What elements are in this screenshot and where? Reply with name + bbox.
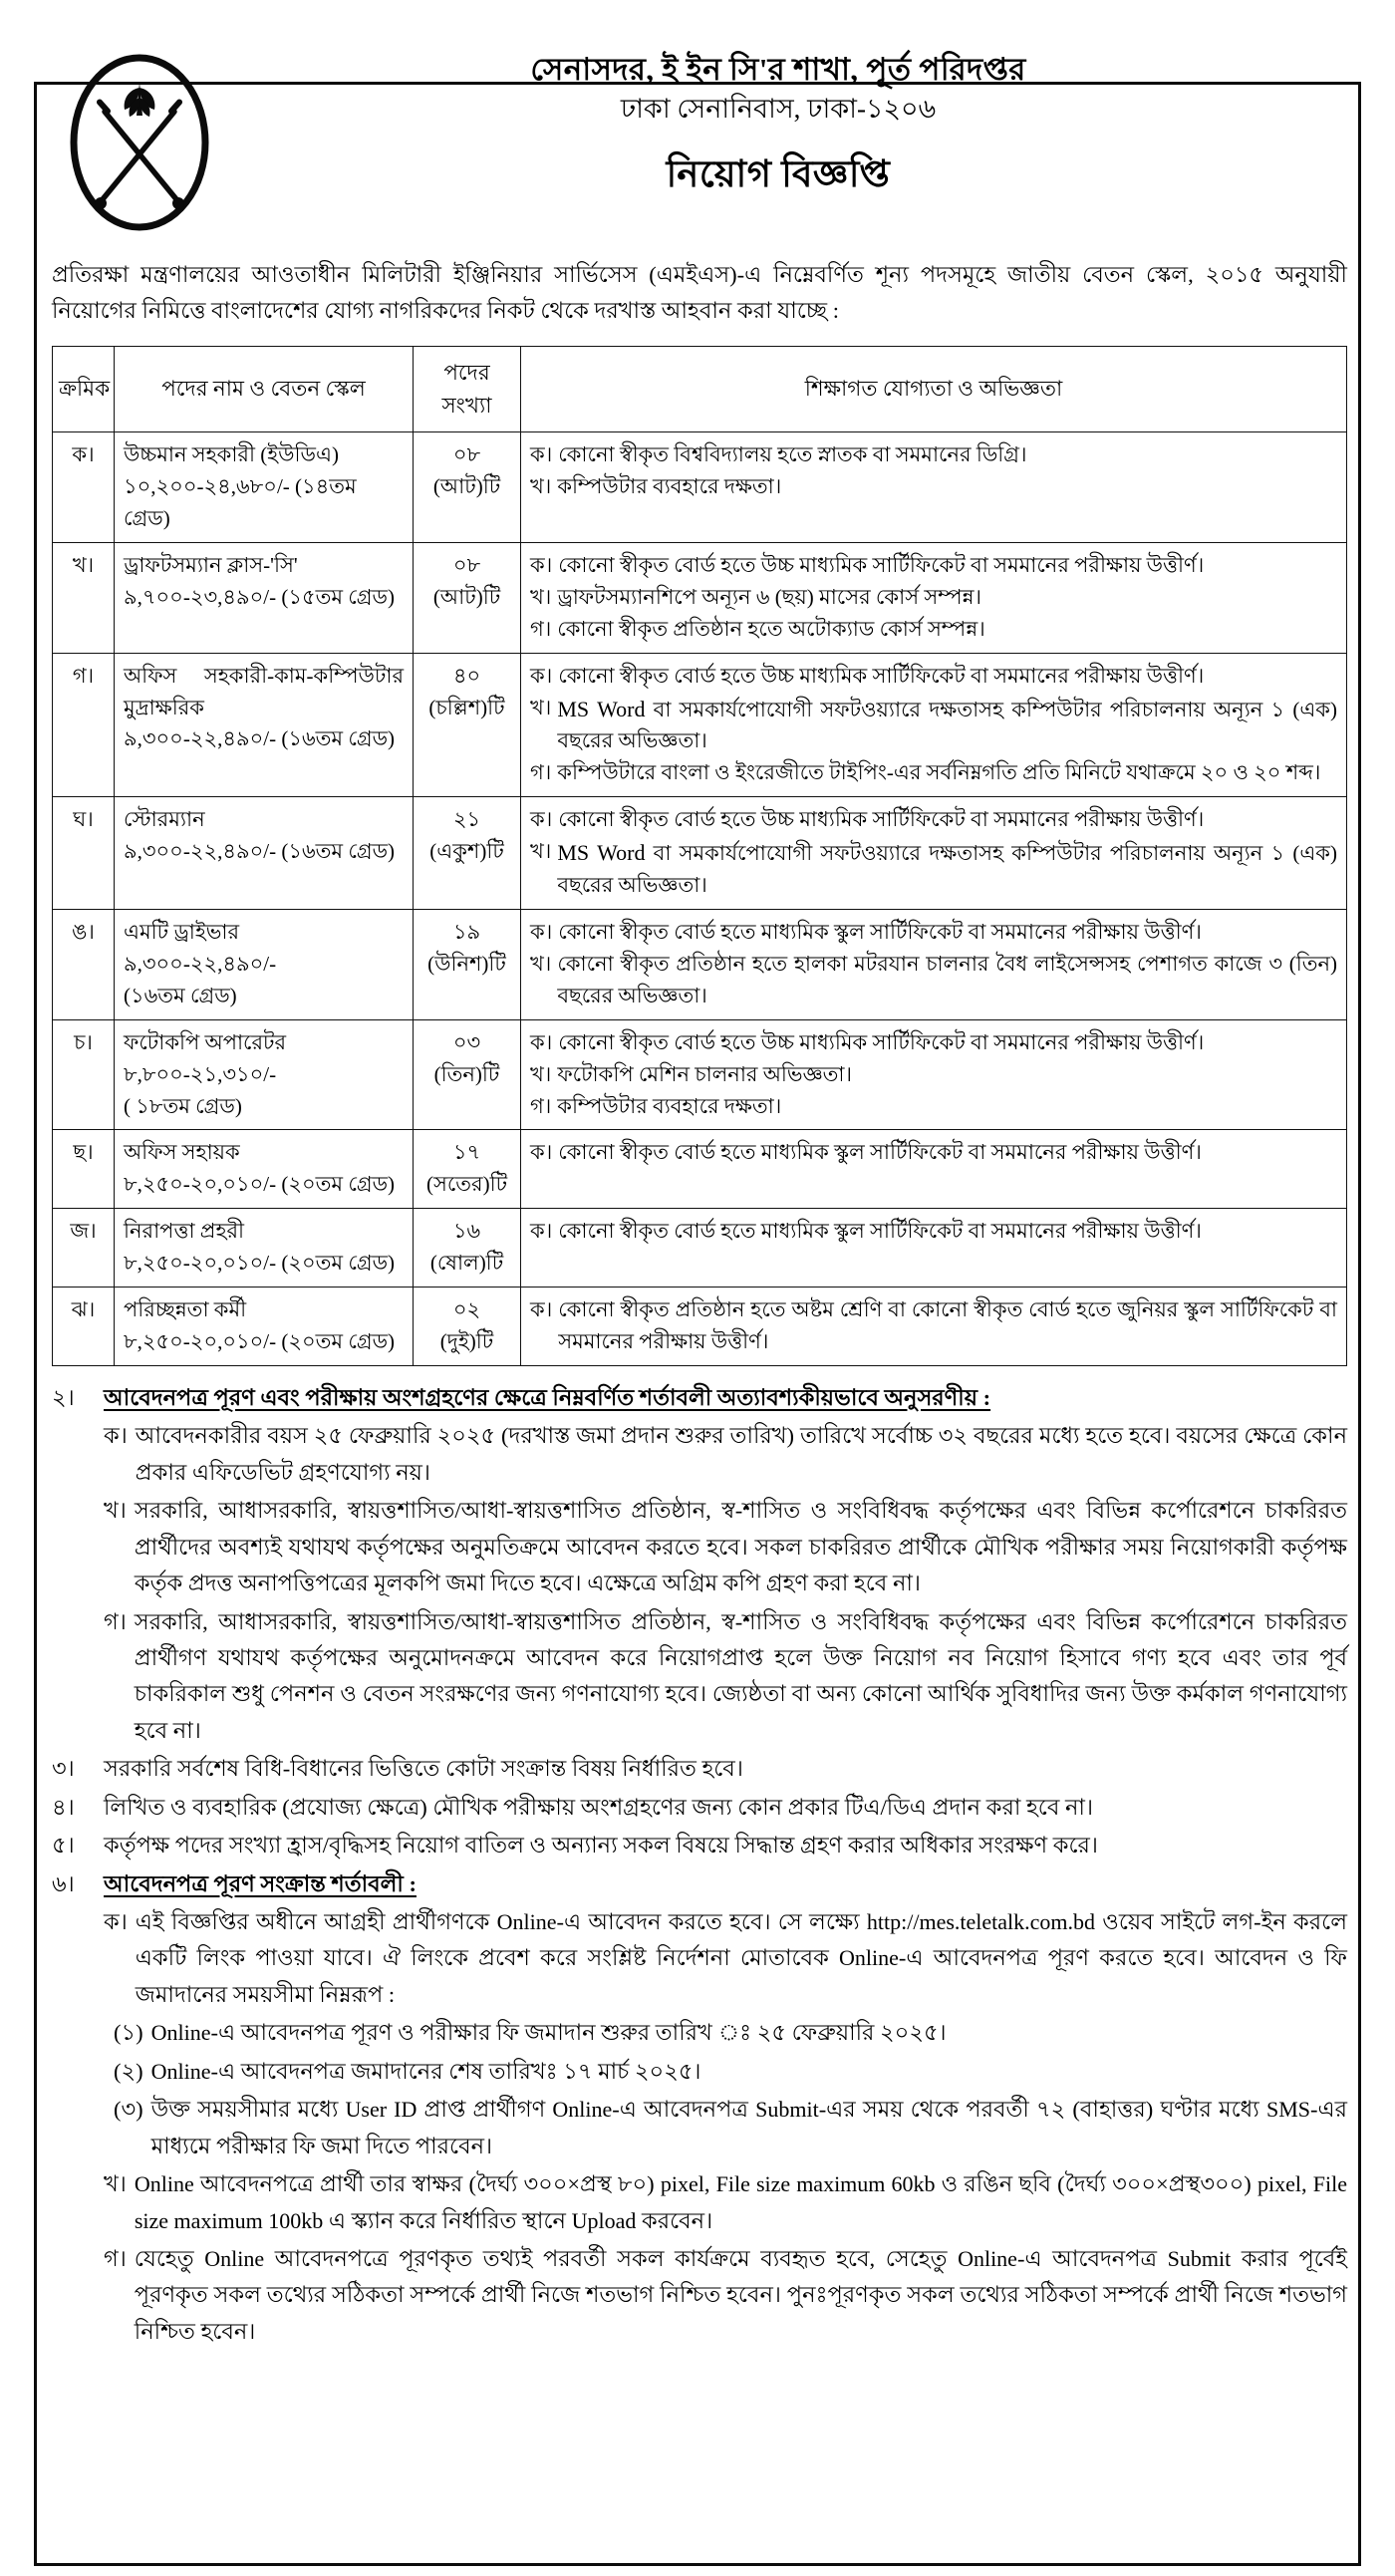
row-qualifications: [521, 1130, 1347, 1209]
column-header-count: পদের সংখ্যা: [414, 346, 521, 431]
latin-term: User ID: [345, 2097, 418, 2123]
latin-term: Online: [150, 2058, 211, 2084]
sub-clause-marker: খ।: [104, 2171, 127, 2197]
column-header-serial: ক্রমিক: [53, 346, 115, 431]
clause-heading: আবেদনপত্র পূরণ এবং পরীক্ষায় অংশগ্রহণের ক্ষেত্রে নিম্নবর্ণিত শর্তাবলী অত্যাবশ্যকীয়ভাবে অনুসরণীয় :: [104, 1384, 991, 1410]
row-vacancy-count: [414, 653, 521, 797]
sub-clause-marker: গ।: [104, 1608, 127, 1634]
row-serial: ঙ।: [53, 910, 115, 1020]
clause-number: ৪।: [52, 1794, 75, 1820]
qualification-text: কোনো স্বীকৃত বোর্ড হতে মাধ্যমিক স্কুল সার্টিফিকেট বা সমমানের পরীক্ষায় উত্তীর্ণ।: [558, 920, 1202, 944]
document-header: [52, 44, 1347, 231]
row-qualifications: [521, 432, 1347, 543]
pay-scale: ৯,৭০০-২৩,৪৯০/- (১৫তম গ্রেড): [124, 584, 395, 609]
qualification-marker: খ।: [530, 1061, 552, 1086]
latin-term: MS Word: [557, 840, 646, 866]
qualification-text: কোনো স্বীকৃত বোর্ড হতে উচ্চ মাধ্যমিক সার্টিফিকেট বা সমমানের পরীক্ষায় উত্তীর্ণ।: [558, 663, 1205, 688]
notice-page: [0, 44, 1395, 2576]
clause-body: [104, 1828, 1347, 1863]
qualification-text: কোনো স্বীকৃত বোর্ড হতে উচ্চ মাধ্যমিক সার্টিফিকেট বা সমমানের পরীক্ষায় উত্তীর্ণ।: [558, 1029, 1205, 1054]
qualification-text: কম্পিউটার ব্যবহারে দক্ষতা।: [557, 474, 782, 499]
clause-heading: আবেদনপত্র পূরণ সংক্রান্ত শর্তাবলী :: [104, 1870, 417, 1896]
timeline-item: [114, 2015, 1347, 2051]
row-vacancy-count: [414, 1288, 521, 1366]
timeline-text: Online-এ আবেদনপত্র পূরণ ও পরীক্ষার ফি জমাদান শুরুর তারিখ ঃ ২৫ ফেব্রুয়ারি ২০২৫।: [150, 2020, 947, 2046]
qualification-text: কোনো স্বীকৃত প্রতিষ্ঠান হতে অষ্টম শ্রেণি বা কোনো স্বীকৃত বোর্ড হতে জুনিয়র স্কুল সার্টিফিকেট বা সমমানের পরীক্ষায় উত্তীর্ণ।: [558, 1297, 1337, 1353]
pay-scale: ৯,৩০০-২২,৪৯০/-: [124, 951, 277, 976]
post-name: পরিচ্ছন্নতা কর্মী: [124, 1297, 247, 1322]
latin-term: Submit: [1167, 2245, 1232, 2271]
row-serial: খ।: [53, 542, 115, 653]
qualification-item: [530, 1091, 1337, 1123]
sub-clause: [104, 1904, 1347, 2013]
clause-number: ২।: [52, 1384, 75, 1410]
vacancy-count-word: (দুই)টি: [439, 1328, 494, 1353]
row-serial: ছ।: [53, 1130, 115, 1209]
qualification-text: ফটোকপি মেশিন চালনার অভিজ্ঞতা।: [557, 1061, 853, 1086]
row-vacancy-count: [414, 432, 521, 543]
post-name: ড্রাফটসম্যান ক্লাস-'সি': [124, 552, 298, 577]
vacancy-count-number: ০৮: [452, 552, 481, 577]
timeline-marker: (৩): [114, 2097, 143, 2123]
latin-term: Online: [150, 2020, 211, 2046]
vacancy-count-word: (ষোল)টি: [429, 1251, 504, 1276]
row-vacancy-count: [414, 1019, 521, 1130]
clause-body: [104, 1790, 1347, 1826]
qualification-marker: ক।: [530, 442, 553, 467]
row-qualifications: [521, 1019, 1347, 1130]
bangladesh-army-crest-icon: [65, 54, 214, 231]
table-row: [53, 910, 1347, 1020]
sub-clause-marker: গ।: [104, 2245, 127, 2271]
row-vacancy-count: [414, 910, 521, 1020]
qualification-marker: গ।: [530, 1093, 552, 1118]
table-header-row: [53, 346, 1347, 431]
pay-grade: (১৬তম গ্রেড): [124, 983, 237, 1007]
row-post-name-and-scale: [115, 542, 414, 653]
sub-clause-text: Online আবেদনপত্রে প্রার্থী তার স্বাক্ষর (দৈর্ঘ্য ৩০০×প্রস্থ ৮০) pixel, File size maximum 60kb ও রঙিন ছবি (দৈর্ঘ্য ৩০০×প্রস্থ৩০০) pixel, File size maximum 100kb এ স্ক্যান করে নির্ধারিত স্থানে Upload করবেন।: [134, 2171, 1347, 2233]
post-name: উচ্চমান সহকারী (ইউডিএ): [124, 442, 339, 467]
qualification-marker: গ।: [530, 760, 552, 785]
row-qualifications: [521, 910, 1347, 1020]
latin-term: Online: [839, 1945, 899, 1971]
qualification-item: [530, 693, 1337, 758]
vacancy-count-word: (আট)টি: [432, 474, 501, 499]
qualification-item: [530, 582, 1337, 614]
column-header-quals: শিক্ষাগত যোগ্যতা ও অভিজ্ঞতা: [521, 346, 1347, 431]
qualification-text: কোনো স্বীকৃত প্রতিষ্ঠান হতে অটোক্যাড কোর্স সম্পন্ন।: [557, 616, 985, 641]
qualification-text: ড্রাফটসম্যানশিপে অন্যূন ৬ (ছয়) মাসের কোর্স সম্পন্ন।: [557, 584, 982, 609]
sub-clause-marker: ক।: [104, 1423, 128, 1449]
qualification-item: [530, 614, 1337, 646]
qualification-marker: ক।: [530, 552, 553, 577]
post-name-cont: মুদ্রাক্ষরিক: [124, 695, 204, 719]
vacancy-count-number: ০৩: [452, 1029, 481, 1054]
row-vacancy-count: [414, 1209, 521, 1288]
vacancy-count-number: ১৯: [452, 920, 481, 944]
qualification-text: কম্পিউটারে বাংলা ও ইংরেজীতে টাইপিং-এর সর্বনিম্নগতি প্রতি মিনিটে যথাক্রমে ২০ ও ২০ শব্দ।: [557, 760, 1321, 785]
qualification-marker: ক।: [530, 1297, 553, 1322]
pay-scale: ৮,২৫০-২০,০১০/- (২০তম গ্রেড): [124, 1328, 396, 1353]
clause-body: [104, 1380, 1347, 1749]
latin-term: Online: [552, 2097, 613, 2123]
qualification-item: [530, 836, 1337, 902]
qualification-item: [530, 471, 1337, 503]
table-row: [53, 653, 1347, 797]
qualification-item: [530, 1059, 1337, 1091]
qualification-marker: ক।: [530, 1219, 553, 1244]
sub-clause: [104, 1493, 1347, 1601]
pay-scale: ৮,২৫০-২০,০১০/- (২০তম গ্রেড): [124, 1172, 396, 1197]
qualification-text: কম্পিউটার ব্যবহারে দক্ষতা।: [557, 1093, 782, 1118]
row-serial: ঝ।: [53, 1288, 115, 1366]
pay-scale: ৯,৩০০-২২,৪৯০/- (১৬তম গ্রেড): [124, 726, 396, 751]
qualification-marker: গ।: [530, 616, 552, 641]
qualification-item: [530, 1137, 1337, 1169]
qualification-item: [530, 550, 1337, 582]
latin-term: Online: [134, 2171, 194, 2197]
column-header-post: পদের নাম ও বেতন স্কেল: [115, 346, 414, 431]
qualification-text: কোনো স্বীকৃত বিশ্ববিদ্যালয় হতে স্নাতক বা সমমানের ডিগ্রি।: [558, 442, 1027, 467]
vacancy-count-number: ২১: [452, 807, 481, 832]
table-row: [53, 542, 1347, 653]
row-qualifications: [521, 542, 1347, 653]
sub-clause-text: আবেদনকারীর বয়স ২৫ ফেব্রুয়ারি ২০২৫ (দরখাস্ত জমা প্রদান শুরুর তারিখ) তারিখে সর্বোচ্চ ৩২ বছরের মধ্যে হতে হবে। বয়সের ক্ষেত্রে কোন প্রকার এফিডেভিট গ্রহণযোগ্য নয়।: [135, 1423, 1347, 1485]
row-qualifications: [521, 653, 1347, 797]
clause: [52, 1828, 1347, 1863]
sub-clause-text: সরকারি, আধাসরকারি, স্বায়ত্তশাসিত/আধা-স্বায়ত্তশাসিত প্রতিষ্ঠান, স্ব-শাসিত ও সংবিধিবদ্ধ কর্তৃপক্ষের এবং বিভিন্ন কর্পোরেশনে চাকরিরত প্রার্থীগণ যথাযথ কর্তৃপক্ষের অনুমোদনক্রমে আবেদন করে নিয়োগপ্রাপ্ত হলে উক্ত নিয়োগ নব নিয়োগ হিসাবে গণ্য হবে এবং তার পূর্ব চাকরিকাল শুধু পেনশন ও বেতন সংরক্ষণের জন্য গণনাযোগ্য হবে। জ্যেষ্ঠতা বা অন্য কোনো আর্থিক সুবিধাদির জন্য উক্ত কর্মকাল গণনাযোগ্য হবে না।: [134, 1608, 1347, 1743]
pay-grade: ( ১৮তম গ্রেড): [124, 1093, 242, 1118]
vacancy-count-word: (চল্লিশ)টি: [428, 695, 505, 719]
row-vacancy-count: [414, 542, 521, 653]
header-text-block: [237, 50, 1347, 207]
timeline-item: [114, 2092, 1347, 2164]
latin-term: Submit: [755, 2097, 819, 2123]
row-post-name-and-scale: [115, 910, 414, 1020]
sub-clause: [104, 1604, 1347, 1750]
qualification-text: MS Word বা সমকার্যপোযোগী সফটওয়্যারে দক্ষতাসহ কম্পিউটার পরিচালনায় অন্যূন ১ (এক) বছরের অভিজ্ঞতা।: [557, 696, 1337, 753]
qualification-text: কোনো স্বীকৃত বোর্ড হতে উচ্চ মাধ্যমিক সার্টিফিকেট বা সমমানের পরীক্ষায় উত্তীর্ণ।: [558, 552, 1205, 577]
vacancy-table-body: [53, 432, 1347, 1366]
table-row: [53, 1019, 1347, 1130]
vacancy-count-number: ১৭: [452, 1140, 481, 1165]
row-post-name-and-scale: [115, 1209, 414, 1288]
pay-scale: ১০,২০০-২৪,৬৮০/- (১৪তম গ্রেড): [124, 474, 357, 531]
qualification-item: [530, 949, 1337, 1012]
timeline-marker: (১): [114, 2020, 143, 2046]
qualification-marker: ক।: [530, 1140, 553, 1165]
qualification-item: [530, 1216, 1337, 1248]
clause: [52, 1790, 1347, 1826]
emblem-container: [52, 50, 227, 231]
sub-clause-marker: খ।: [104, 1498, 127, 1524]
page-title: নিয়োগ বিজ্ঞপ্তি: [666, 153, 891, 195]
timeline-text: Online-এ আবেদনপত্র জমাদানের শেষ তারিখঃ ১৭ মার্চ ২০২৫।: [150, 2058, 701, 2084]
row-vacancy-count: [414, 797, 521, 910]
sub-clause: [104, 2241, 1347, 2350]
qualification-item: [530, 804, 1337, 836]
clause-heading: সরকারি সর্বশেষ বিধি-বিধানের ভিত্তিতে কোটা সংক্রান্ত বিষয় নির্ধারিত হবে।: [104, 1756, 743, 1782]
vacancy-count-number: ০৮: [452, 442, 481, 467]
timeline-text: উক্ত সময়সীমার মধ্যে User ID প্রাপ্ত প্রার্থীগণ Online-এ আবেদনপত্র Submit-এর সময় থেকে পরবর্তী ৭২ (বাহাত্তর) ঘণ্টার মধ্যে SMS-এর মাধ্যমে পরীক্ষার ফি জমা দিতে পারবেন।: [150, 2097, 1347, 2158]
intro-paragraph: প্রতিরক্ষা মন্ত্রণালয়ের আওতাধীন মিলিটারী ইঞ্জিনিয়ার সার্ভিসেস (এমইএস)-এ নিম্নেবর্ণিত শূন্য পদসমূহে জাতীয় বেতন স্কেল, ২০১৫ অনুযায়ী নিয়োগের নিমিত্তে বাংলাদেশের যোগ্য নাগরিকদের নিকট থেকে দরখাস্ত আহবান করা যাচ্ছে :: [52, 262, 1347, 324]
post-name: এমটি ড্রাইভার: [124, 920, 240, 944]
row-post-name-and-scale: [115, 1130, 414, 1209]
conditions-section: [52, 1380, 1347, 2350]
latin-term: Online: [958, 2245, 1017, 2271]
qualification-marker: ক।: [530, 663, 553, 688]
latin-term: Online: [496, 1909, 557, 1934]
qualification-text: কোনো স্বীকৃত বোর্ড হতে মাধ্যমিক স্কুল সার্টিফিকেট বা সমমানের পরীক্ষায় উত্তীর্ণ।: [558, 1219, 1202, 1244]
table-row: [53, 432, 1347, 543]
table-row: [53, 1209, 1347, 1288]
qualification-marker: খ।: [530, 839, 552, 864]
row-serial: জ।: [53, 1209, 115, 1288]
clause-body: [104, 1866, 1347, 2351]
row-vacancy-count: [414, 1130, 521, 1209]
qualification-text: কোনো স্বীকৃত বোর্ড হতে মাধ্যমিক স্কুল সার্টিফিকেট বা সমমানের পরীক্ষায় উত্তীর্ণ।: [558, 1140, 1202, 1165]
clause-body: [104, 1751, 1347, 1787]
qualification-item: [530, 1027, 1337, 1059]
qualification-text: কোনো স্বীকৃত প্রতিষ্ঠান হতে হালকা মটরযান চালনার বৈধ লাইসেন্সসহ পেশাগত কাজে ৩ (তিন) বছরের অভিজ্ঞতা।: [557, 951, 1337, 1007]
timeline-list: [104, 2015, 1347, 2164]
row-post-name-and-scale: [115, 432, 414, 543]
qualification-marker: খ।: [530, 584, 552, 609]
clause-number: ৬।: [52, 1870, 75, 1896]
row-post-name-and-scale: [115, 797, 414, 910]
qualification-text: MS Word বা সমকার্যপোযোগী সফটওয়্যারে দক্ষতাসহ কম্পিউটার পরিচালনায় অন্যূন ১ (এক) বছরের অভিজ্ঞতা।: [557, 840, 1337, 898]
row-qualifications: [521, 1288, 1347, 1366]
row-serial: ঘ।: [53, 797, 115, 910]
row-post-name-and-scale: [115, 1288, 414, 1366]
qualification-marker: ক।: [530, 1029, 553, 1054]
latin-term: File size maximum 100kb: [134, 2171, 1347, 2233]
vacancy-count-number: ০২: [452, 1297, 481, 1322]
sub-clause: [104, 1418, 1347, 1491]
clause-heading: লিখিত ও ব্যবহারিক (প্রযোজ্য ক্ষেত্রে) মৌখিক পরীক্ষায় অংশগ্রহণের জন্য কোন প্রকার টিএ/ডিএ প্রদান করা হবে না।: [104, 1794, 1093, 1820]
row-serial: চ।: [53, 1019, 115, 1130]
vacancy-count-word: (একুশ)টি: [429, 839, 504, 864]
latin-term: File size maximum 60kb: [715, 2171, 936, 2197]
vacancy-count-number: ১৬: [452, 1219, 481, 1244]
vacancy-count-word: (উনিশ)টি: [427, 951, 506, 976]
post-name: অফিস সহায়ক: [124, 1140, 240, 1165]
sub-clause-text: এই বিজ্ঞপ্তির অধীনে আগ্রহী প্রার্থীগণকে Online-এ আবেদন করতে হবে। সে লক্ষ্যে http://mes.teletalk.com.bd ওয়েব সাইটে লগ-ইন করলে একটি লিংক পাওয়া যাবে। ঐ লিংকে প্রবেশ করে সংশ্লিষ্ট নির্দেশনা মোতাবেক Online-এ আবেদনপত্র পূরণ করতে হবে। আবেদন ও ফি জমাদানের সময়সীমা নিম্নরূপ :: [135, 1909, 1348, 2007]
organisation-line-2: ঢাকা সেনানিবাস, ঢাকা-১২০৬: [620, 93, 937, 124]
qualification-marker: ক।: [530, 807, 553, 832]
row-serial: গ।: [53, 653, 115, 797]
qualification-marker: খ।: [530, 695, 552, 719]
clause: [52, 1380, 1347, 1749]
clause: [52, 1751, 1347, 1787]
qualification-text: কোনো স্বীকৃত বোর্ড হতে উচ্চ মাধ্যমিক সার্টিফিকেট বা সমমানের পরীক্ষায় উত্তীর্ণ।: [558, 807, 1205, 832]
vacancy-count-number: ৪০: [452, 663, 481, 688]
vacancy-count-word: (আট)টি: [432, 584, 501, 609]
qualification-item: [530, 661, 1337, 693]
pay-scale: ৮,৮০০-২১,৩১০/-: [124, 1061, 277, 1086]
sub-clause-text: যেহেতু Online আবেদনপত্রে পূরণকৃত তথ্যই পরবর্তী সকল কার্যক্রমে ব্যবহৃত হবে, সেহেতু Online-এ আবেদনপত্র Submit করার পূর্বেই পূরণকৃত সকল তথ্যের সঠিকতা সম্পর্কে প্রার্থী নিজে শতভাগ নিশ্চিত হবেন। পুনঃপূরণকৃত সকল তথ্যের সঠিকতা সম্পর্কে প্রার্থী নিজে শতভাগ নিশ্চিত হবেন।: [134, 2245, 1347, 2344]
timeline-marker: (২): [114, 2058, 143, 2084]
post-name: ফটোকপি অপারেটর: [124, 1029, 287, 1054]
sub-clause-marker: ক।: [104, 1909, 128, 1934]
clause-number: ৫।: [52, 1833, 75, 1859]
qualification-marker: খ।: [530, 951, 552, 976]
row-post-name-and-scale: [115, 653, 414, 797]
row-qualifications: [521, 797, 1347, 910]
vacancy-count-word: (তিন)টি: [433, 1061, 500, 1086]
clause: [52, 1866, 1347, 2351]
row-qualifications: [521, 1209, 1347, 1288]
pay-scale: ৮,২৫০-২০,০১০/- (২০তম গ্রেড): [124, 1251, 396, 1276]
table-row: [53, 1130, 1347, 1209]
table-row: [53, 1288, 1347, 1366]
latin-term: pixel: [1256, 2171, 1301, 2197]
clause-heading: কর্তৃপক্ষ পদের সংখ্যা হ্রাস/বৃদ্ধিসহ নিয়োগ বাতিল ও অন্যান্য সকল বিষয়ে সিদ্ধান্ত গ্রহণ করার অধিকার সংরক্ষণ করে।: [104, 1833, 1098, 1859]
row-post-name-and-scale: [115, 1019, 414, 1130]
post-name: নিরাপত্তা প্রহরী: [124, 1219, 245, 1244]
vacancy-count-word: (সতের)টি: [425, 1172, 508, 1197]
pay-scale: ৯,৩০০-২২,৪৯০/- (১৬তম গ্রেড): [124, 839, 396, 864]
qualification-item: [530, 1294, 1337, 1358]
sub-clause-text: সরকারি, আধাসরকারি, স্বায়ত্তশাসিত/আধা-স্বায়ত্তশাসিত প্রতিষ্ঠান, স্ব-শাসিত ও সংবিধিবদ্ধ কর্তৃপক্ষের এবং বিভিন্ন কর্পোরেশনে চাকরিরত প্রার্থীদের অবশ্যই যথাযথ কর্তৃপক্ষের অনুমতিক্রমে আবেদন করতে হবে। সকল চাকরিরত প্রার্থীকে মৌখিক পরীক্ষার সময় নিয়োগকারী কর্তৃপক্ষ কর্তৃক প্রদত্ত অনাপত্তিপত্রের মূলকপি জমা দিতে হবে। এক্ষেত্রে অগ্রিম কপি গ্রহণ করা হবে না।: [134, 1498, 1347, 1596]
timeline-item: [114, 2054, 1347, 2090]
qualification-item: [530, 917, 1337, 949]
sub-clause: [104, 2166, 1347, 2239]
clause-number: ৩।: [52, 1756, 75, 1782]
post-name: স্টোরম্যান: [124, 807, 205, 832]
row-serial: ক।: [53, 432, 115, 543]
qualification-marker: খ।: [530, 474, 552, 499]
latin-term: http://mes.teletalk.com.bd: [866, 1909, 1096, 1934]
latin-term: MS Word: [557, 696, 646, 721]
latin-term: SMS: [1265, 2097, 1310, 2123]
latin-term: Online: [204, 2245, 265, 2271]
latin-term: pixel: [660, 2171, 704, 2197]
latin-term: Upload: [571, 2207, 637, 2233]
organisation-line-1: সেনাসদর, ই ইন সি'র শাখা, পূর্ত পরিদপ্তর: [530, 52, 1026, 87]
vacancy-table: [52, 346, 1347, 1366]
post-name: অফিস সহকারী-কাম-কম্পিউটার: [124, 663, 404, 688]
qualification-item: [530, 439, 1337, 471]
qualification-item: [530, 757, 1337, 789]
qualification-marker: ক।: [530, 920, 553, 944]
table-row: [53, 797, 1347, 910]
